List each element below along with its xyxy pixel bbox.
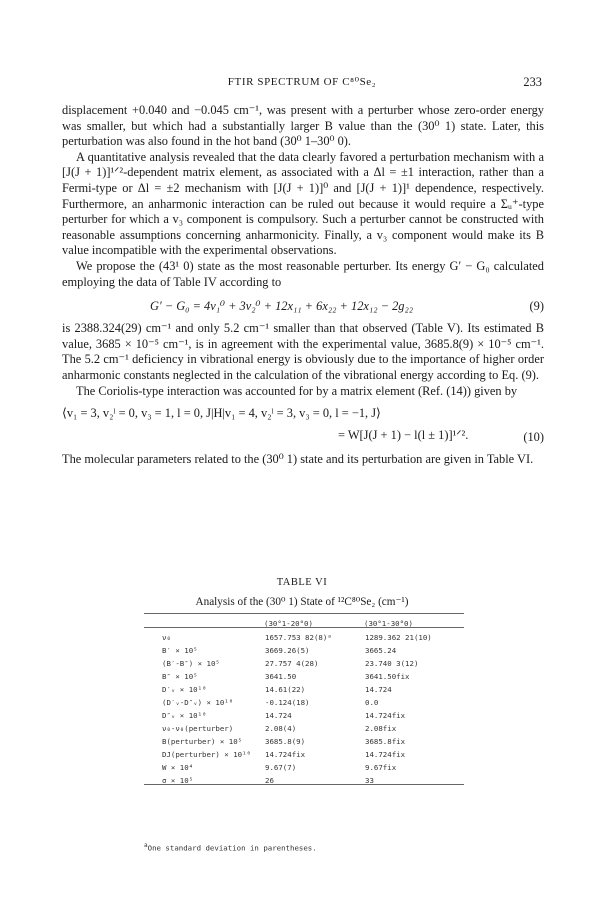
page-number: 233	[523, 75, 542, 89]
value-cell: 1657.753 82(8)ᵃ	[265, 633, 332, 642]
value-cell: 2.08fix	[365, 724, 397, 733]
paragraph-2: A quantitative analysis revealed that the data clearly favored a perturbation mechanism with a [J(J + 1)]¹ᐟ²-dependent matrix element, as associated with a Δl = ±1 interaction, rather than a Fermi-type or Δl = ±2 mechanism with [J(J + 1)]⁰ and [J(J + 1)]¹ dependence, respectively. Furthermore, an anharmonic interaction can be ruled out because it would require a Σᵤ⁺-type perturber for which a v₃ component is compulsory. Such a perturber cannot be constructed with reasonable assumptions concerning anharmonicity. Finally, a v₃ component would make its B value incompatible with the experimental observations.	[62, 149, 544, 258]
paragraph-4: is 2388.324(29) cm⁻¹ and only 5.2 cm⁻¹ smaller than that observed (Table V). Its estimated B value, 3685 × 10⁻⁵ cm⁻¹, is in agreement with the experimental value, 3685.8(9) × 10⁻⁵ cm⁻¹. The 5.2 cm⁻¹ deficiency in vibrational energy is obviously due to the importance of higher order anharmonic constants neglected in the calculation of the vibrational energy according to Eq. (9).	[62, 321, 544, 382]
value-cell: 14.724fix	[265, 750, 306, 759]
value-cell: 26	[265, 776, 274, 785]
equation-10-line-1: ⟨v₁ = 3, v₂ˡ = 0, v₃ = 1, l = 0, J|H|v₁ = 4, v₂ˡ = 3, v₃ = 0, l = −1, J⟩	[62, 406, 381, 421]
table-caption: Analysis of the (30⁰ 1) State of ¹²C⁸⁰Se₂ (cm⁻¹)	[195, 596, 409, 608]
value-cell: 14.724	[365, 685, 392, 694]
value-cell: 2.08(4)	[265, 724, 297, 733]
equation-10-expression: = W[J(J + 1) − l(l ± 1)]¹ᐟ².	[338, 428, 469, 443]
table-row	[144, 719, 464, 732]
value-cell: 33	[365, 776, 374, 785]
parameter-cell: ν₀	[162, 633, 171, 642]
running-header	[0, 75, 604, 91]
table-row	[144, 667, 464, 680]
table-row	[144, 641, 464, 654]
table-row	[144, 732, 464, 745]
value-cell: 27.757 4(28)	[265, 659, 319, 668]
footnote-text: One standard deviation in parentheses.	[147, 843, 317, 853]
value-cell: 3641.50	[265, 672, 297, 681]
paragraph-1: displacement +0.040 and −0.045 cm⁻¹, was present with a perturber whose zero-order energy was smaller, but which had a substantially larger B value than the (30⁰ 1) state. Later, this perturbation was also found in the hot band (30⁰ 1–30⁰ 0).	[62, 103, 544, 149]
parameter-cell: B″ × 10⁵	[162, 672, 198, 681]
parameter-cell: D″ᵥ × 10¹⁰	[162, 711, 207, 720]
table-row	[144, 771, 464, 784]
table-row	[144, 680, 464, 693]
parameter-cell: (B′-B″) × 10⁵	[162, 659, 220, 668]
table-row	[144, 628, 464, 641]
table-row	[144, 758, 464, 771]
parameter-cell: σ × 10⁵	[162, 776, 194, 785]
value-cell: 3665.24	[365, 646, 397, 655]
table-row	[144, 654, 464, 667]
parameter-cell: DJ(perturber) × 10¹⁰	[162, 750, 251, 759]
running-title: FTIR SPECTRUM OF C⁸⁰Se₂	[227, 76, 377, 88]
equation-9-number: (9)	[529, 299, 544, 314]
footnote-mark: a	[144, 842, 148, 849]
equation-10-number: (10)	[523, 430, 544, 445]
value-cell: 3641.50fix	[365, 672, 410, 681]
table-header-row	[144, 614, 464, 627]
table-footnote	[144, 838, 317, 856]
value-cell: 3685.8fix	[365, 737, 406, 746]
parameter-cell: W × 10⁴	[162, 763, 194, 772]
paragraph-5: The Coriolis-type interaction was accounted for by a matrix element (Ref. (14)) given by	[76, 383, 518, 398]
value-cell: 14.724	[265, 711, 292, 720]
value-cell: 9.67fix	[365, 763, 397, 772]
value-cell: 14.724fix	[365, 750, 406, 759]
paragraph-6: The molecular parameters related to the (30⁰ 1) state and its perturbation are given in Table VI.	[62, 452, 534, 467]
value-cell: 3685.8(9)	[265, 737, 306, 746]
value-cell: 0.0	[365, 698, 379, 707]
equation-9-expression: G′ − G₀ = 4ν₁⁰ + 3ν₂⁰ + 12x₁₁ + 6x₂₂ + 12x₁₂ − 2g₂₂	[150, 299, 414, 314]
value-cell: 23.740 3(12)	[365, 659, 419, 668]
table-row	[144, 745, 464, 758]
parameter-cell: ν₀-ν₀(perturber)	[162, 724, 234, 733]
table-body	[144, 628, 464, 784]
equation-10-line-2	[62, 426, 544, 446]
equation-9	[62, 295, 544, 319]
value-cell: 1289.362 21(10)	[365, 633, 432, 642]
article-body	[62, 103, 544, 468]
table-row	[144, 693, 464, 706]
value-cell: 3669.26(5)	[265, 646, 310, 655]
table-label: TABLE VI	[276, 577, 328, 588]
value-cell: -0.124(18)	[265, 698, 310, 707]
parameter-cell: D′ᵥ × 10¹⁰	[162, 685, 207, 694]
paragraph-3: We propose the (43¹ 0) state as the most reasonable perturber. Its energy G′ − G₀ calculated employing the data of Table IV according to	[62, 258, 544, 289]
column-header: (30°1-30°0)	[364, 619, 413, 628]
value-cell: 14.724fix	[365, 711, 406, 720]
parameter-cell: B′ × 10⁵	[162, 646, 198, 655]
parameter-cell: B(perturber) × 10⁵	[162, 737, 243, 746]
data-table	[144, 613, 464, 785]
value-cell: 9.67(7)	[265, 763, 297, 772]
parameter-cell: (D′ᵥ-D″ᵥ) × 10¹⁰	[162, 698, 234, 707]
value-cell: 14.61(22)	[265, 685, 306, 694]
table-row	[144, 706, 464, 719]
column-header: (30°1-20°0)	[264, 619, 313, 628]
